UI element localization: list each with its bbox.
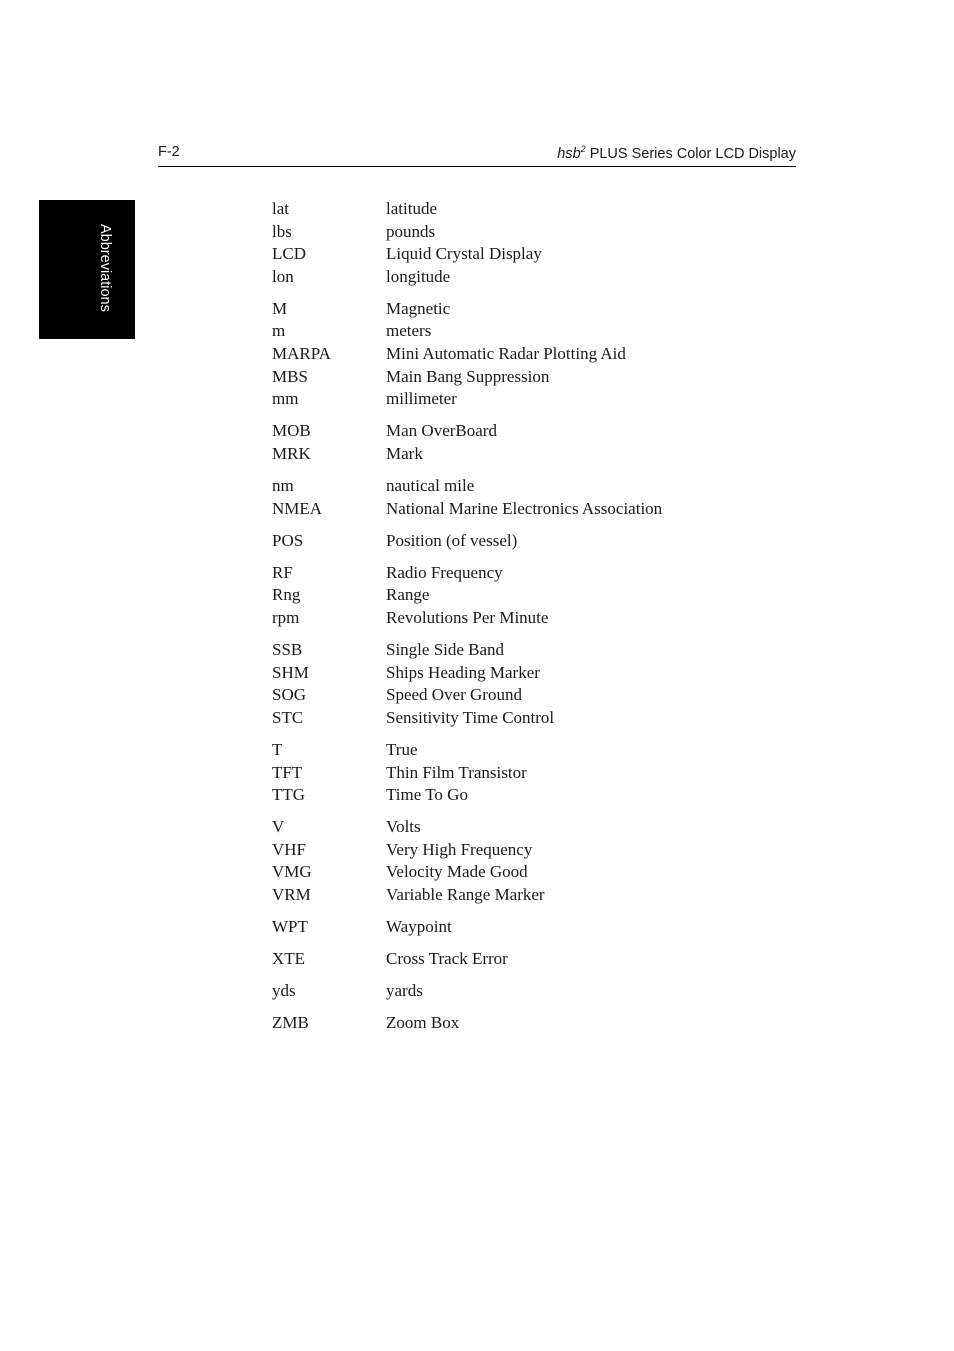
- abbreviation-definition: Ships Heading Marker: [386, 662, 540, 682]
- abbreviation-group: [272, 475, 792, 520]
- abbreviation-group: [272, 916, 792, 939]
- abbreviation-row: [272, 884, 792, 907]
- abbreviation-definition: Magnetic: [386, 298, 451, 318]
- abbreviation-row: [272, 443, 792, 466]
- page-number: F-2: [158, 144, 180, 160]
- abbreviation-term: RF: [272, 562, 293, 582]
- abbreviation-row: [272, 388, 792, 411]
- abbreviation-row: [272, 221, 792, 244]
- abbreviation-definition: Sensitivity Time Control: [386, 707, 555, 727]
- abbreviation-term: XTE: [272, 949, 306, 969]
- abbreviation-definition: pounds: [386, 221, 436, 241]
- abbreviation-row: [272, 861, 792, 884]
- abbreviation-definition: Main Bang Suppression: [386, 366, 550, 386]
- abbreviation-definition: Thin Film Transistor: [386, 762, 527, 782]
- abbreviation-definition: Man OverBoard: [386, 421, 497, 441]
- abbreviation-term: STC: [272, 707, 304, 727]
- abbreviation-definition: Liquid Crystal Display: [386, 244, 542, 264]
- abbreviation-term: Rng: [272, 585, 301, 605]
- abbreviation-group: [272, 948, 792, 971]
- abbreviation-row: [272, 420, 792, 443]
- abbreviation-row: [272, 916, 792, 939]
- abbreviation-row: [272, 584, 792, 607]
- abbreviation-group: [272, 420, 792, 465]
- abbreviation-row: [272, 498, 792, 521]
- abbreviation-term: MBS: [272, 366, 308, 386]
- abbreviation-definition: nautical mile: [386, 476, 475, 496]
- abbreviation-row: [272, 762, 792, 785]
- abbreviation-term: mm: [272, 389, 299, 409]
- abbreviation-term: yds: [272, 981, 296, 1001]
- abbreviation-definition: Speed Over Ground: [386, 685, 522, 705]
- abbreviation-definition: Zoom Box: [386, 1013, 460, 1033]
- abbreviation-row: [272, 1012, 792, 1035]
- document-title-text: PLUS Series Color LCD Display: [585, 145, 796, 162]
- abbreviation-row: [272, 266, 792, 289]
- abbreviation-row: [272, 198, 792, 221]
- abbreviation-term: LCD: [272, 244, 306, 264]
- abbreviation-term: MRK: [272, 443, 311, 463]
- abbreviation-group: [272, 530, 792, 553]
- abbreviation-term: MOB: [272, 421, 311, 441]
- abbreviation-definition: Mark: [386, 443, 423, 463]
- abbreviation-row: [272, 243, 792, 266]
- abbreviation-row: [272, 707, 792, 730]
- abbreviation-definition: Mini Automatic Radar Plotting Aid: [386, 344, 626, 364]
- abbreviation-term: SSB: [272, 640, 303, 660]
- abbreviation-term: M: [272, 298, 288, 318]
- abbreviation-term: TFT: [272, 762, 303, 782]
- abbreviation-term: m: [272, 321, 286, 341]
- abbreviation-row: [272, 562, 792, 585]
- abbreviation-definition: Very High Frequency: [386, 839, 533, 859]
- abbreviation-row: [272, 366, 792, 389]
- abbreviation-term: ZMB: [272, 1013, 309, 1033]
- abbreviation-row: [272, 816, 792, 839]
- abbreviation-definition: Range: [386, 585, 430, 605]
- abbreviation-definition: Volts: [386, 817, 421, 837]
- abbreviation-term: lbs: [272, 221, 292, 241]
- abbreviation-row: [272, 343, 792, 366]
- document-title: [557, 144, 796, 162]
- abbreviation-group: [272, 298, 792, 411]
- abbreviation-group: [272, 562, 792, 630]
- brand-superscript: 2: [580, 144, 586, 154]
- abbreviation-term: MARPA: [272, 344, 331, 364]
- abbreviation-definition: Position (of vessel): [386, 530, 518, 550]
- abbreviation-definition: yards: [386, 981, 423, 1001]
- brand-name: hsb: [557, 145, 581, 162]
- abbreviation-definition: millimeter: [386, 389, 457, 409]
- abbreviation-row: [272, 980, 792, 1003]
- abbreviation-row: [272, 475, 792, 498]
- abbreviation-definition: Waypoint: [386, 917, 452, 937]
- page-header: [158, 142, 796, 167]
- abbreviation-definition: Velocity Made Good: [386, 862, 528, 882]
- abbreviation-definition: National Marine Electronics Association: [386, 498, 663, 518]
- abbreviation-row: [272, 639, 792, 662]
- abbreviation-row: [272, 948, 792, 971]
- abbreviation-term: SHM: [272, 662, 309, 682]
- abbreviation-group: [272, 1012, 792, 1035]
- abbreviation-row: [272, 784, 792, 807]
- abbreviation-term: POS: [272, 530, 304, 550]
- abbreviation-definition: latitude: [386, 199, 437, 218]
- abbreviation-term: T: [272, 739, 283, 759]
- abbreviation-definition: Cross Track Error: [386, 949, 508, 969]
- abbreviation-list: [272, 198, 792, 1045]
- abbreviation-row: [272, 607, 792, 630]
- abbreviation-term: NMEA: [272, 498, 323, 518]
- abbreviation-term: WPT: [272, 917, 308, 937]
- abbreviation-definition: Radio Frequency: [386, 562, 503, 582]
- abbreviation-definition: longitude: [386, 266, 451, 286]
- abbreviation-term: lon: [272, 266, 294, 286]
- abbreviation-row: [272, 320, 792, 343]
- section-tab-label: Abbreviations: [97, 224, 113, 312]
- abbreviation-definition: True: [386, 739, 418, 759]
- abbreviation-term: TTG: [272, 785, 306, 805]
- abbreviation-term: nm: [272, 476, 294, 496]
- abbreviation-definition: Variable Range Marker: [386, 885, 545, 905]
- abbreviation-term: VRM: [272, 885, 311, 905]
- abbreviation-group: [272, 980, 792, 1003]
- abbreviation-term: V: [272, 817, 285, 837]
- abbreviation-definition: Time To Go: [386, 785, 468, 805]
- abbreviation-group: [272, 739, 792, 807]
- abbreviation-term: VHF: [272, 839, 307, 859]
- abbreviation-row: [272, 662, 792, 685]
- abbreviation-term: VMG: [272, 862, 312, 882]
- abbreviation-term: rpm: [272, 608, 300, 627]
- abbreviation-term: lat: [272, 199, 289, 218]
- abbreviation-group: [272, 198, 792, 288]
- abbreviation-row: [272, 739, 792, 762]
- abbreviation-row: [272, 530, 792, 553]
- abbreviation-definition: meters: [386, 321, 432, 341]
- abbreviation-group: [272, 816, 792, 906]
- abbreviation-row: [272, 839, 792, 862]
- abbreviation-term: SOG: [272, 685, 307, 705]
- section-tab: [39, 200, 135, 339]
- abbreviation-definition: Single Side Band: [386, 640, 505, 660]
- abbreviation-definition: Revolutions Per Minute: [386, 608, 549, 627]
- abbreviation-row: [272, 298, 792, 321]
- abbreviation-group: [272, 639, 792, 729]
- abbreviation-row: [272, 684, 792, 707]
